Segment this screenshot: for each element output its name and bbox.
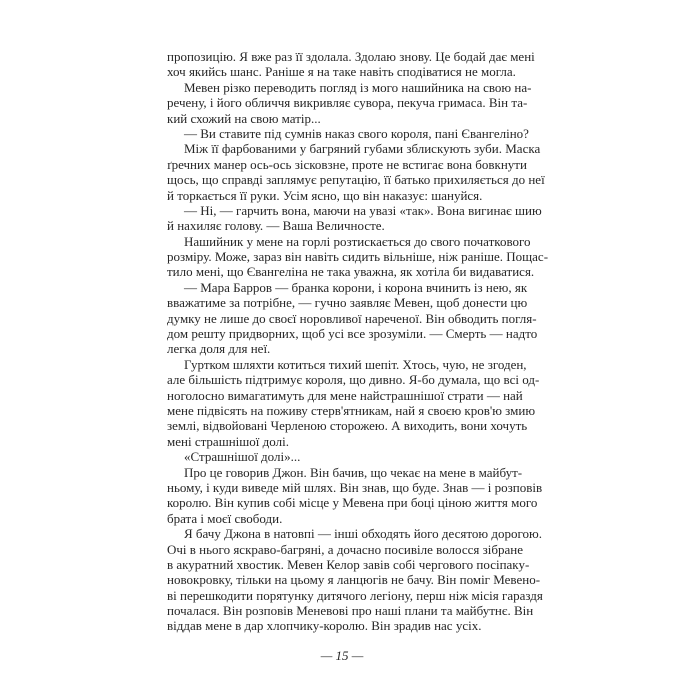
text-line: Про це говорив Джон. Він бачив, що чекає на мене в майбут-	[184, 464, 523, 480]
text-line: — Ні, — гарчить вона, маючи на увазі «так». Вона вигинає шию	[184, 202, 542, 218]
paragraph	[167, 49, 535, 80]
text-line: віддав мене в дар хлопчику-королю. Він зрадив нас усіх.	[167, 618, 482, 634]
text-line: розміру. Може, зараз він навіть сидить вільніше, ніж раніше. Пощас-	[167, 249, 549, 265]
text-line: Очі в нього яскраво-багряні, а дочасно посивіле волосся зібране	[167, 541, 523, 557]
text-line: вважатиме за потрібне, — гучно заявляє Мевен, щоб донести цю	[167, 295, 528, 311]
text-line: новокровку, тільки на цьому я ланцюгів не бачу. Він поміг Мевено-	[167, 572, 541, 588]
text-line: хоч якийсь шанс. Раніше я на таке навіть сподіватися не могла.	[167, 64, 516, 80]
text-line: ньому, і куди виведе мій шлях. Він знав, що буде. Знав — і розповів	[167, 479, 543, 495]
text-line: Мевен різко переводить погляд із мого нашийника на свою на-	[184, 79, 532, 95]
text-line: почалася. Він розповів Меневові про наші плани та майбутнє. Він	[167, 603, 534, 619]
paragraph	[167, 449, 517, 464]
text-line: ґречних манер ось-ось зісковзне, проте не встигає вона бовкнути	[167, 156, 527, 172]
text-line: Між її фарбованими у багряний губами зблискують зуби. Маска	[184, 141, 541, 157]
text-line: дом решту придворних, щоб усі все зрозуміли. — Смерть — надто	[167, 326, 538, 342]
text-line: Нашийник у мене на горлі розтискається до свого початкового	[184, 233, 531, 249]
text-line: Я бачу Джона в натовпі — інші обходять його десятою дорогою.	[184, 526, 542, 542]
text-line: «Страшнішої долі»...	[184, 449, 301, 465]
text-line: ноголосно вимагатимуть для мене найстрашнішої страти — най	[167, 387, 523, 403]
text-line: Гуртком шляхти котиться тихий шепіт. Хтось, чую, не згоден,	[184, 356, 527, 372]
paragraph	[167, 356, 540, 449]
text-line: — Ви ставите під сумнів наказ свого короля, пані Євангеліно?	[184, 125, 529, 141]
text-line: землі, відвойовані Черленою сторожею. А виходить, вони хочуть	[167, 418, 528, 434]
text-line: в акуратний хвостик. Мевен Келор завів собі чергового посіпаку-	[167, 556, 530, 572]
text-line: тило мені, що Євангеліна не така уважна, як хотіла би видаватися.	[167, 264, 535, 280]
paragraph	[167, 526, 543, 634]
text-line: мене підвісять на поживу стерв'ятникам, най я своєю кров'ю змию	[167, 402, 536, 418]
paragraph	[167, 202, 542, 234]
text-line: легка доля для неї.	[167, 341, 271, 357]
paragraph	[167, 464, 543, 527]
paragraph	[167, 279, 538, 357]
text-line: королю. Він купив собі місце у Мевена при боці ціною життя мого	[167, 495, 538, 511]
text-line: й нахиляє голову. — Ваша Величносте.	[167, 218, 385, 234]
text-line: щось, що справді заплямує репутацію, її батько прихиляється до неї	[167, 172, 545, 188]
text-line: речену, і його обличчя викривляє сувора, пекуча гримаса. Він та-	[167, 95, 528, 111]
text-line: — Мара Барров — бранка корони, і корона вчинить із нею, як	[184, 279, 528, 295]
paragraph	[167, 141, 545, 203]
text-line: мені страшнішої долі.	[167, 433, 289, 449]
text-line: але більшість підтримує короля, що дивно. Я-бо думала, що всі од-	[167, 372, 540, 388]
text-line: ві перешкодити порятунку дитячого легіону, перш ніж місія гараздя	[167, 587, 543, 603]
text-line: думку не лише до своєї норовливої нареченої. Він обводить погля-	[167, 310, 537, 326]
text-line: пропозицію. Я вже раз її здолала. Здолаю знову. Це бодай дає мені	[167, 49, 535, 64]
paragraph	[167, 125, 529, 141]
text-line: брата і моєї свободи.	[167, 510, 283, 526]
page-body-text	[167, 49, 549, 634]
paragraph	[167, 233, 549, 280]
paragraph	[167, 79, 532, 126]
page-number: — 15 —	[320, 648, 364, 663]
text-line: й торкається її руки. Усім ясно, що він наказує: шануйся.	[167, 187, 483, 203]
text-line: кий схожий на свою матір...	[167, 110, 321, 126]
